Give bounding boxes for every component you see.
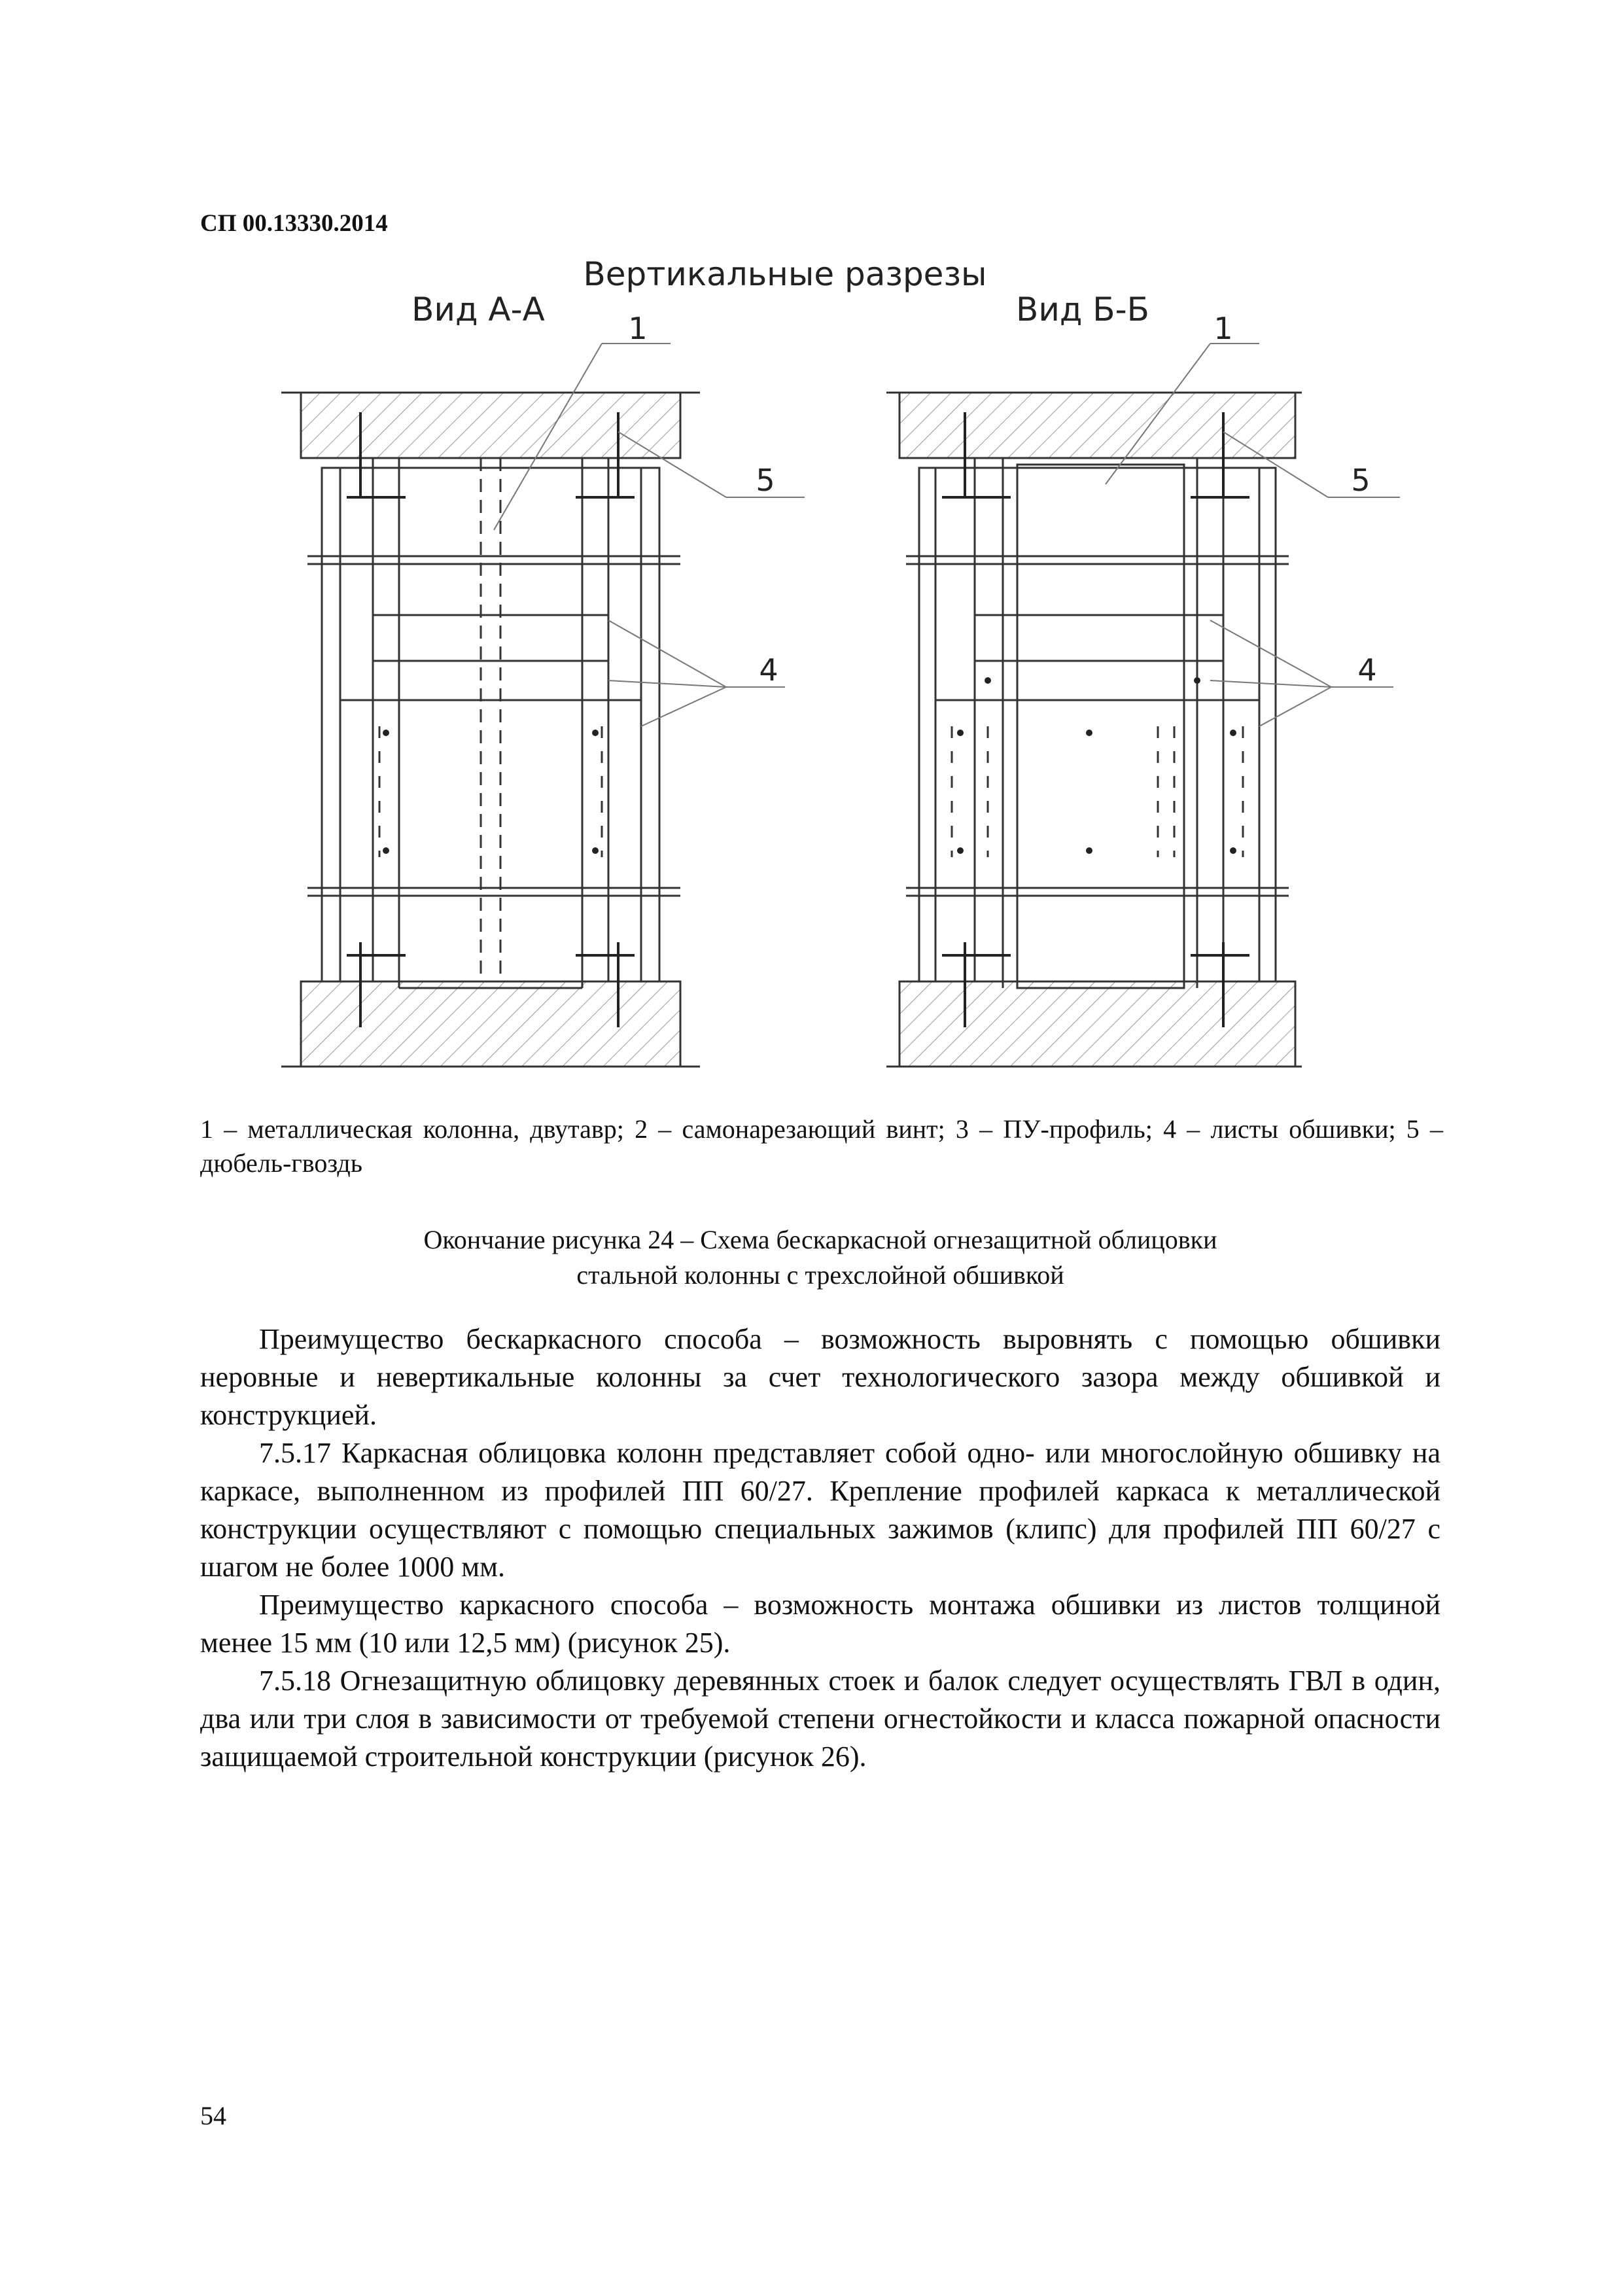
- callout-4-a: 4: [759, 652, 778, 688]
- view-b-b: [886, 291, 1400, 1067]
- callout-4-b: 4: [1357, 652, 1377, 688]
- top-slab-b: [899, 393, 1295, 458]
- figure-vertical-sections: [0, 0, 1623, 1112]
- view-a-label: Вид А-А: [411, 291, 545, 328]
- steel-column-a: [399, 458, 582, 988]
- callout-5-a: 5: [756, 463, 775, 498]
- dowel-nails-b: [942, 412, 1249, 1027]
- paragraph: Преимущество каркасного способа – возможность монтажа обшивки из листов толщиной менее 15 мм (10 или 12,5 мм) (рисунок 25).: [200, 1589, 1440, 1659]
- steel-column-b: [1003, 458, 1197, 988]
- paragraph: 7.5.18 Огнезащитную облицовку деревянных стоек и балок следует осуществлять ГВЛ в один, два или три слоя в зависимости от требуемой степени огнестойкости и класса пожарной опасности защищаемой строительной конструкции (рисунок 26).: [200, 1665, 1440, 1773]
- cladding-layers-b: [906, 458, 1289, 981]
- top-slab-a: [301, 393, 680, 458]
- figure-title: Вертикальные разрезы: [583, 255, 987, 293]
- document-code: СП 00.13330.2014: [200, 210, 388, 237]
- bottom-slab-b: [899, 981, 1295, 1067]
- callout-1-b: 1: [1213, 311, 1233, 346]
- view-a-a: [281, 291, 805, 1067]
- page-number: 54: [200, 2101, 226, 2130]
- view-b-label: Вид Б-Б: [1016, 291, 1149, 328]
- dowel-nails-a: [347, 412, 635, 1027]
- body-text: [200, 1320, 1440, 1776]
- caption-line-2: стальной колонны с трехслойной обшивкой: [576, 1260, 1064, 1290]
- paragraph: Преимущество бескаркасного способа – возможность выровнять с помощью обшивки неровные и невертикальные колонны за счет технологического зазора между обшивкой и конструкцией.: [200, 1323, 1440, 1431]
- caption-line-1: Окончание рисунка 24 – Схема бескаркасной огнезащитной облицовки: [423, 1225, 1217, 1254]
- figure-legend: 1 – металлическая колонна, двутавр; 2 – самонарезающий винт; 3 – ПУ-профиль; 4 – листы обшивки; 5 – дюбель-гвоздь: [200, 1114, 1443, 1178]
- cladding-layers-a: [307, 458, 680, 981]
- callout-5-b: 5: [1351, 463, 1370, 498]
- figure-caption: [200, 1222, 1440, 1293]
- bottom-slab-a: [301, 981, 680, 1067]
- callout-1-a: 1: [628, 311, 648, 346]
- paragraph: 7.5.17 Каркасная облицовка колонн представляет собой одно- или многослойную обшивку на каркасе, выполненном из профилей ПП 60/27. Крепление профилей каркаса к металлической конструкции осуществляют с помощью специальных зажимов (клипс) для профилей ПП 60/27 с шагом не более 1000 мм.: [200, 1437, 1440, 1583]
